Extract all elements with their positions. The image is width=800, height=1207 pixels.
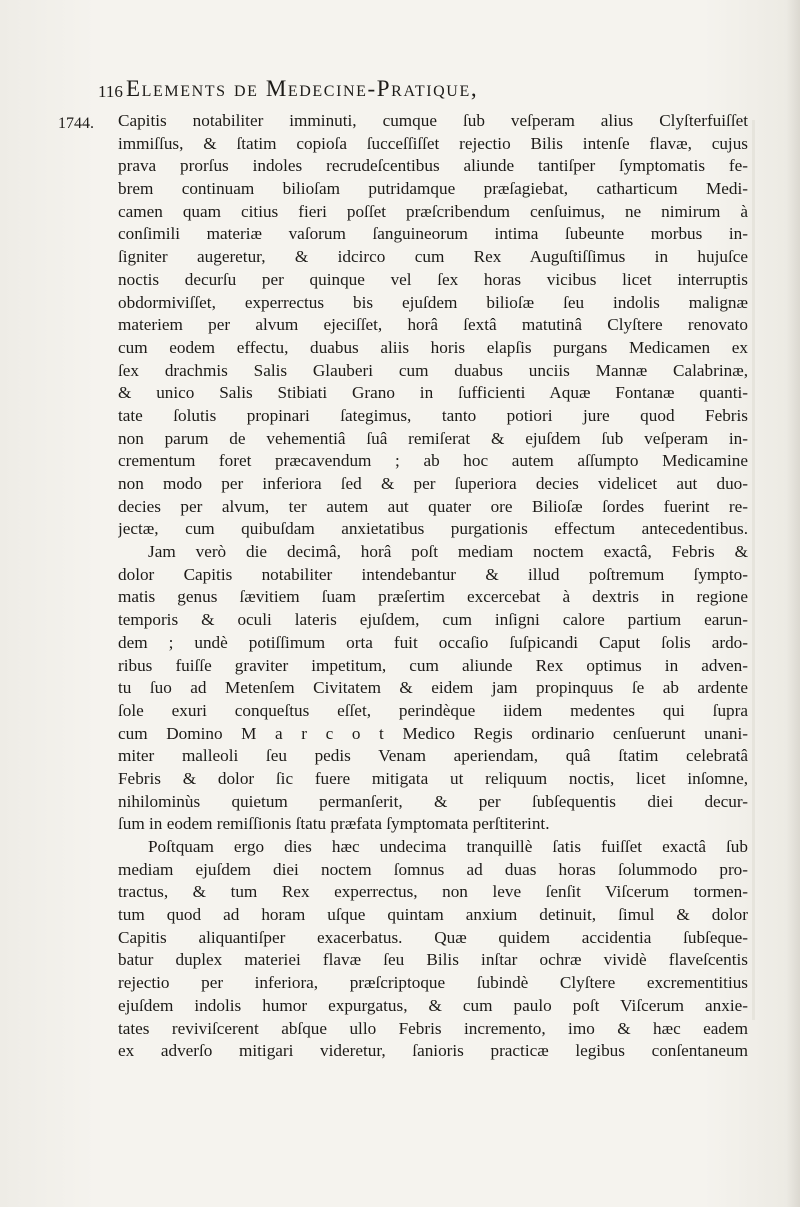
text-line: ribus fuiſſe graviter impetitum, cum aliunde Rex optimus in adven- xyxy=(118,655,748,675)
paragraph-start-line: Poſtquam ergo dies hæc undecima tranquillè ſatis fuiſſet exactâ ſub xyxy=(148,837,748,856)
page-header xyxy=(98,76,738,110)
page-number: 116 xyxy=(98,82,123,101)
text-line: noctis decurſu per quinque vel ſex horas vicibus licet interruptis xyxy=(118,269,748,289)
text-line: temporis & oculi lateris ejuſdem, cum inſigni calore partium earun- xyxy=(118,610,748,630)
margin-year: 1744. xyxy=(58,115,94,132)
text-line: ſigniter augeretur, & idcirco cum Rex Auguſtiſſimus in hujuſce xyxy=(118,247,748,267)
body-text xyxy=(118,110,748,1063)
text-line: Capitis aliquantiſper exacerbatus. Quæ quidem accidentia ſubſeque- xyxy=(118,927,748,947)
text-line: tates reviviſcerent abſque ullo Febris incremento, imo & hæc eadem xyxy=(118,1018,748,1038)
paragraph-start-line: Jam verò die decimâ, horâ poſt mediam noctem exactâ, Febris & xyxy=(148,542,748,562)
text-line: crementum foret præcavendum ; ab hoc autem aſſumpto Medicamine xyxy=(118,451,748,471)
text-line: obdormiviſſet, experrectus bis ejuſdem bilioſæ ſeu indolis malignæ xyxy=(118,292,748,312)
text-line: ſole exuri conqueſtus eſſet, perindèque iidem medentes qui ſupra xyxy=(118,700,748,720)
running-head: Elements de Medecine-Pratique, xyxy=(126,76,479,101)
text-line: tum quod ad horam uſque quintam anxium detinuit, ſimul & dolor xyxy=(118,905,748,925)
text-line: batur duplex materiei flavæ ſeu Bilis inſtar ochræ vividè flaveſcentis xyxy=(118,950,748,970)
text-line: immiſſus, & ſtatim copioſa ſucceſſiſſet rejectio Bilis intenſe flavæ, cujus xyxy=(118,133,748,153)
text-line: tractus, & tum Rex experrectus, non leve ſenſit Viſcerum tormen- xyxy=(118,882,748,902)
text-line: materiem per alvum ejeciſſet, horâ ſextâ matutinâ Clyſtere renovato xyxy=(118,315,748,335)
text-line: tate ſolutis propinari ſategimus, tanto potiori jure quod Febris xyxy=(118,405,748,425)
page-edge-shadow xyxy=(786,0,800,1207)
text-line: Febris & dolor ſic fuere mitigata ut reliquum noctis, licet inſomne, xyxy=(118,768,748,788)
text-line: non parum de vehementiâ ſuâ remiſerat & ejuſdem ſub veſperam in- xyxy=(118,428,748,448)
text-line: rejectio per inferiora, præſcriptoque ſubindè Clyſtere excrementitius xyxy=(118,973,748,993)
text-line: non modo per inferiora ſed & per ſuperiora decies videlicet aut duo- xyxy=(118,474,748,493)
text-line: ejuſdem indolis humor expurgatus, & cum paulo poſt Viſcerum anxie- xyxy=(118,995,748,1015)
text-line: Capitis notabiliter imminuti, cumque ſub veſperam alius Clyſterfuiſſet xyxy=(118,111,748,130)
text-line: matis genus ſævitiem ſuam præſertim excercebat à dextris in regione xyxy=(118,587,748,607)
text-line: camen quam citius fieri poſſet præſcribendum cenſuimus, ne nimirum à xyxy=(118,201,748,221)
text-line: decies per alvum, ter autem aut quater ore Bilioſæ ſordes fuerint re- xyxy=(118,496,748,516)
text-line: dolor Capitis notabiliter intendebantur & illud poſtremum ſympto- xyxy=(118,564,748,584)
text-line: cum eodem effectu, duabus aliis horis elapſis purgans Medicamen ex xyxy=(118,337,748,357)
text-line: prava prorſus indoles recrudeſcentibus aliunde tantiſper ſymptomatis fe- xyxy=(118,156,748,176)
text-line: miter malleoli ſeu pedis Venam aperiendam, quâ ſtatim celebratâ xyxy=(118,746,748,766)
page-stain xyxy=(752,120,755,1020)
text-line: conſimili materiæ vaſorum ſanguineorum intima ſubeunte morbus in- xyxy=(118,224,748,244)
text-line: & unico Salis Stibiati Grano in ſufficienti Aquæ Fontanæ quanti- xyxy=(118,383,748,403)
text-line: cum Domino M a r c o t Medico Regis ordinario cenſuerunt unani- xyxy=(118,723,748,743)
text-line: dem ; undè potiſſimum orta fuit occaſio ſuſpicandi Caput ſolis ardo- xyxy=(118,632,748,652)
text-line: jectæ, cum quibuſdam anxietatibus purgationis effectum antecedentibus. xyxy=(118,519,748,539)
text-line: mediam ejuſdem diei noctem ſomnus ad duas horas ſolummodo pro- xyxy=(118,859,748,879)
text-line: ſex drachmis Salis Glauberi cum duabus unciis Mannæ Calabrinæ, xyxy=(118,360,748,380)
text-line: nihilominùs quietum permanſerit, & per ſubſequentis diei decur- xyxy=(118,791,748,811)
text-line: ex adverſo mitigari videretur, ſanioris practicæ legibus conſentaneum xyxy=(118,1041,748,1061)
text-line: ſum in eodem remiſſionis ſtatu præfata ſymptomata perſtiterint. xyxy=(118,814,550,834)
text-line: brem continuam bilioſam putridamque præſagiebat, catharticum Medi- xyxy=(118,179,748,199)
text-line: tu ſuo ad Metenſem Civitatem & eidem jam propinquus ſe ab ardente xyxy=(118,678,748,698)
